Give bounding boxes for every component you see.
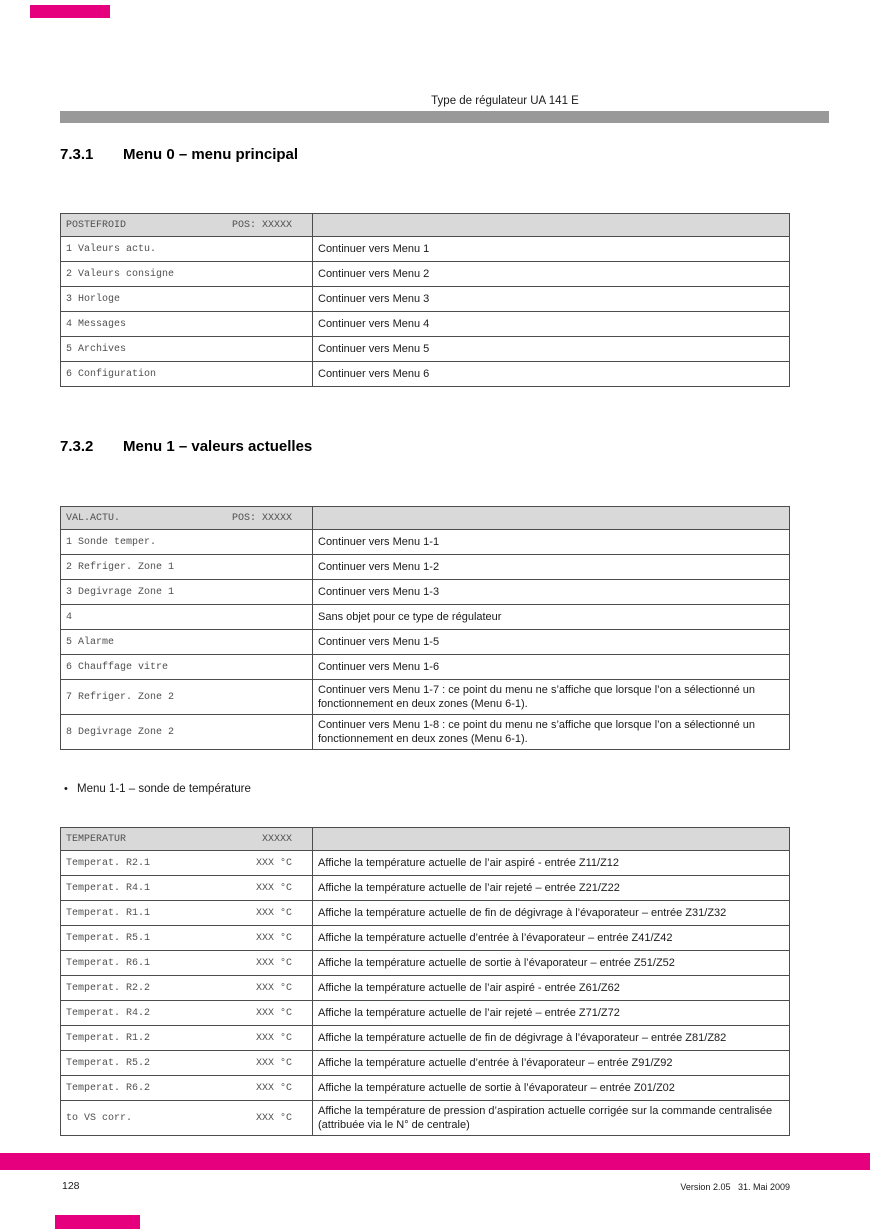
sensor-label: Temperat. R4.1 — [66, 882, 151, 894]
table-row — [61, 555, 790, 580]
section-heading-731 — [60, 146, 298, 163]
menu-item-label: 4 — [66, 611, 73, 623]
table-row — [61, 1101, 790, 1136]
menu-item-label: 2 Refriger. Zone 1 — [66, 561, 175, 573]
table-row — [61, 237, 790, 262]
display-pos: POS: XXXXX — [231, 512, 292, 524]
table-row — [61, 976, 790, 1001]
table-row — [61, 715, 790, 750]
menu-item-label: 6 Chauffage vitre — [66, 661, 169, 673]
sensor-label: Temperat. R2.1 — [66, 857, 151, 869]
display-title: POSTEFROID — [66, 219, 127, 231]
menu1-table — [60, 506, 790, 750]
display-title: TEMPERATUR — [66, 833, 127, 845]
description-cell: Affiche la température actuelle de l’air rejeté – entrée Z71/Z72 — [313, 1001, 790, 1026]
table-row — [61, 951, 790, 976]
description-cell: Affiche la température de pression d’aspiration actuelle corrigée sur la commande centralisée (attribuée via le N° de centrale) — [313, 1101, 790, 1136]
table-row — [61, 337, 790, 362]
table-row — [61, 655, 790, 680]
table-row — [61, 1076, 790, 1101]
sensor-value: XXX °C — [255, 1007, 292, 1019]
sensor-label: Temperat. R2.2 — [66, 982, 151, 994]
header-empty-cell — [313, 507, 790, 530]
description-cell: Affiche la température actuelle de fin de dégivrage à l’évaporateur – entrée Z81/Z82 — [313, 1026, 790, 1051]
table-row — [61, 530, 790, 555]
header-empty-cell — [313, 214, 790, 237]
page-number: 128 — [62, 1180, 80, 1192]
table-row — [61, 362, 790, 387]
description-cell: Continuer vers Menu 1-3 — [313, 580, 790, 605]
menu-item-label: 5 Archives — [66, 343, 127, 355]
menu-item-label: 5 Alarme — [66, 636, 115, 648]
table-row — [61, 901, 790, 926]
temperature-table — [60, 827, 790, 1136]
sensor-value: XXX °C — [255, 1032, 292, 1044]
sensor-label: Temperat. R4.2 — [66, 1007, 151, 1019]
description-cell: Continuer vers Menu 4 — [313, 312, 790, 337]
display-pos: POS: XXXXX — [231, 219, 292, 231]
bullet-icon: • — [64, 783, 68, 795]
description-cell: Continuer vers Menu 1-1 — [313, 530, 790, 555]
description-cell: Continuer vers Menu 1-6 — [313, 655, 790, 680]
section-title: Menu 1 – valeurs actuelles — [123, 438, 313, 455]
sensor-label: Temperat. R5.1 — [66, 932, 151, 944]
description-cell: Affiche la température actuelle de l’air aspiré - entrée Z11/Z12 — [313, 851, 790, 876]
page-corner-mark-bottom — [55, 1215, 140, 1229]
menu-item-label: 1 Sonde temper. — [66, 536, 157, 548]
description-cell: Sans objet pour ce type de régulateur — [313, 605, 790, 630]
table-row — [61, 876, 790, 901]
sensor-value: XXX °C — [255, 882, 292, 894]
sensor-value: XXX °C — [255, 1112, 292, 1124]
sensor-value: XXX °C — [255, 1057, 292, 1069]
table-row — [61, 851, 790, 876]
bullet-label: Menu 1-1 – sonde de température — [77, 783, 251, 795]
sensor-value: XXX °C — [255, 907, 292, 919]
sensor-value: XXX °C — [255, 932, 292, 944]
description-cell: Affiche la température actuelle d’entrée à l’évaporateur – entrée Z91/Z92 — [313, 1051, 790, 1076]
sensor-label: Temperat. R1.2 — [66, 1032, 151, 1044]
description-cell: Affiche la température actuelle d’entrée à l’évaporateur – entrée Z41/Z42 — [313, 926, 790, 951]
description-cell: Affiche la température actuelle de l’air aspiré - entrée Z61/Z62 — [313, 976, 790, 1001]
sensor-value: XXX °C — [255, 957, 292, 969]
sensor-value: XXX °C — [255, 982, 292, 994]
section-number: 7.3.1 — [60, 146, 94, 163]
description-cell: Continuer vers Menu 6 — [313, 362, 790, 387]
table-header-row — [61, 507, 790, 530]
description-cell: Continuer vers Menu 1-7 : ce point du menu ne s’affiche que lorsque l’on a sélectionné un fonctionnement en deux zones (Menu 6-1). — [313, 680, 790, 715]
table-row — [61, 1026, 790, 1051]
table-header-row — [61, 828, 790, 851]
table-row — [61, 605, 790, 630]
table-row — [61, 262, 790, 287]
section-heading-732 — [60, 438, 312, 455]
sensor-value: XXX °C — [255, 857, 292, 869]
menu-item-label: 1 Valeurs actu. — [66, 243, 157, 255]
footer-accent-bar — [0, 1153, 870, 1170]
description-cell: Continuer vers Menu 1-8 : ce point du menu ne s’affiche que lorsque l’on a sélectionné un fonctionnement en deux zones (Menu 6-1). — [313, 715, 790, 750]
menu-item-label: 8 Degivrage Zone 2 — [66, 726, 175, 738]
menu-item-label: 2 Valeurs consigne — [66, 268, 175, 280]
display-pos: XXXXX — [261, 833, 292, 845]
page-corner-mark-top — [30, 5, 110, 18]
table-header-row — [61, 214, 790, 237]
menu-item-label: 3 Degivrage Zone 1 — [66, 586, 175, 598]
description-cell: Affiche la température actuelle de l’air rejeté – entrée Z21/Z22 — [313, 876, 790, 901]
table-row — [61, 680, 790, 715]
header-rule — [60, 111, 829, 123]
table-row — [61, 312, 790, 337]
description-cell: Continuer vers Menu 1 — [313, 237, 790, 262]
section-title: Menu 0 – menu principal — [123, 146, 299, 163]
description-cell: Continuer vers Menu 1-5 — [313, 630, 790, 655]
table-row — [61, 580, 790, 605]
menu-item-label: 3 Horloge — [66, 293, 121, 305]
sensor-label: to VS corr. — [66, 1112, 133, 1124]
running-header: Type de régulateur UA 141 E — [431, 95, 579, 107]
description-cell: Affiche la température actuelle de sortie à l’évaporateur – entrée Z51/Z52 — [313, 951, 790, 976]
table-row — [61, 630, 790, 655]
table-row — [61, 1001, 790, 1026]
sensor-label: Temperat. R6.1 — [66, 957, 151, 969]
description-cell: Affiche la température actuelle de sortie à l’évaporateur – entrée Z01/Z02 — [313, 1076, 790, 1101]
description-cell: Continuer vers Menu 2 — [313, 262, 790, 287]
table-row — [61, 287, 790, 312]
bullet-item — [64, 783, 251, 795]
sensor-label: Temperat. R5.2 — [66, 1057, 151, 1069]
menu-item-label: 4 Messages — [66, 318, 127, 330]
description-cell: Continuer vers Menu 3 — [313, 287, 790, 312]
menu0-table — [60, 213, 790, 387]
menu-item-label: 7 Refriger. Zone 2 — [66, 691, 175, 703]
sensor-label: Temperat. R6.2 — [66, 1082, 151, 1094]
description-cell: Continuer vers Menu 5 — [313, 337, 790, 362]
sensor-label: Temperat. R1.1 — [66, 907, 151, 919]
description-cell: Affiche la température actuelle de fin de dégivrage à l’évaporateur – entrée Z31/Z32 — [313, 901, 790, 926]
table-row — [61, 926, 790, 951]
description-cell: Continuer vers Menu 1-2 — [313, 555, 790, 580]
display-title: VAL.ACTU. — [66, 512, 121, 524]
footer-version: Version 2.05 31. Mai 2009 — [680, 1182, 790, 1192]
table-row — [61, 1051, 790, 1076]
menu-item-label: 6 Configuration — [66, 368, 157, 380]
section-number: 7.3.2 — [60, 438, 94, 455]
header-empty-cell — [313, 828, 790, 851]
sensor-value: XXX °C — [255, 1082, 292, 1094]
